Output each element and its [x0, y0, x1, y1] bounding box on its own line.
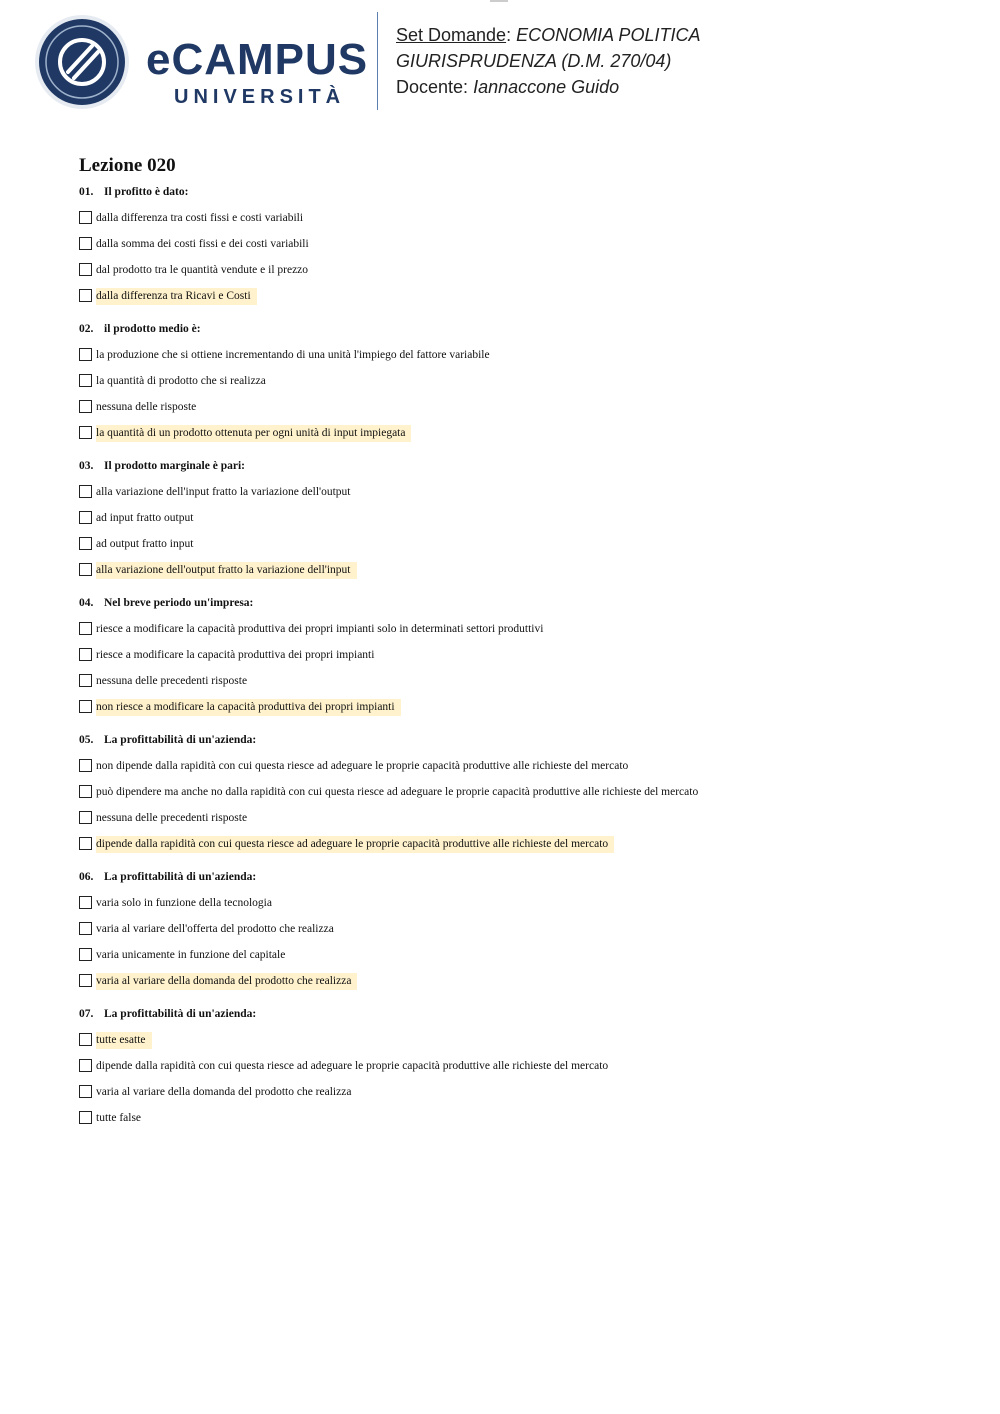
answer-text: nessuna delle precedenti risposte	[96, 812, 248, 824]
answer-text: dipende dalla rapidità con cui questa riesce ad adeguare le proprie capacità produttive alle richieste del mercato	[96, 836, 614, 853]
question-text: Il prodotto marginale è pari:	[104, 460, 245, 472]
brand-subtitle: UNIVERSITÀ	[174, 86, 346, 108]
checkbox[interactable]	[79, 374, 92, 387]
answer-text: la quantità di un prodotto ottenuta per ogni unità di input impiegata	[96, 425, 411, 442]
answer-text: la quantità di prodotto che si realizza	[96, 375, 266, 387]
answer-option-correct	[79, 562, 939, 579]
page-header	[0, 0, 1000, 120]
checkbox[interactable]	[79, 759, 92, 772]
question-text: La profittabilità di un'azienda:	[104, 871, 257, 883]
answer-option	[79, 921, 939, 938]
question-number: 03.	[79, 460, 94, 472]
answer-option	[79, 947, 939, 964]
answer-option	[79, 1084, 939, 1101]
teacher-name: Iannaccone Guido	[473, 77, 620, 97]
question-list	[79, 185, 939, 1144]
question-5	[79, 733, 939, 853]
question-text: La profittabilità di un'azienda:	[104, 734, 257, 746]
checkbox[interactable]	[79, 922, 92, 935]
answer-text: dalla differenza tra Ricavi e Costi	[96, 288, 257, 305]
answer-text: la produzione che si ottiene incrementando di una unità l'impiego del fattore variabile	[96, 349, 490, 361]
checkbox[interactable]	[79, 426, 92, 439]
answer-text: non dipende dalla rapidità con cui questa riesce ad adeguare le proprie capacità produttive alle richieste del mercato	[96, 760, 629, 772]
checkbox[interactable]	[79, 263, 92, 276]
answer-option	[79, 347, 939, 364]
checkbox[interactable]	[79, 563, 92, 576]
checkbox[interactable]	[79, 622, 92, 635]
answer-text: riesce a modificare la capacità produttiva dei propri impianti	[96, 649, 375, 661]
answer-option	[79, 810, 939, 827]
question-title	[79, 1007, 939, 1021]
set-line: Set Domande: ECONOMIA POLITICA	[396, 25, 701, 45]
question-number: 05.	[79, 734, 94, 746]
checkbox[interactable]	[79, 785, 92, 798]
answer-text: tutte esatte	[96, 1032, 152, 1049]
checkbox[interactable]	[79, 700, 92, 713]
question-number: 02.	[79, 323, 94, 335]
question-text: il prodotto medio è:	[104, 323, 201, 335]
question-title	[79, 733, 939, 747]
question-title	[79, 596, 939, 610]
checkbox[interactable]	[79, 896, 92, 909]
checkbox[interactable]	[79, 211, 92, 224]
answer-text: tutte false	[96, 1112, 142, 1124]
header-divider	[377, 12, 378, 110]
answer-option	[79, 621, 939, 638]
answer-text: nessuna delle risposte	[96, 401, 197, 413]
answer-text: varia al variare della domanda del prodotto che realizza	[96, 973, 357, 990]
answer-text: dipende dalla rapidità con cui questa riesce ad adeguare le proprie capacità produttive alle richieste del mercato	[96, 1060, 609, 1072]
set-title-2: GIURISPRUDENZA (D.M. 270/04)	[396, 51, 672, 71]
answer-text: dal prodotto tra le quantità vendute e il prezzo	[96, 264, 309, 276]
answer-option	[79, 673, 939, 690]
question-number: 07.	[79, 1008, 94, 1020]
checkbox[interactable]	[79, 400, 92, 413]
answer-text: può dipendere ma anche no dalla rapidità con cui questa riesce ad adeguare le proprie capacità produttive alle richieste del mercato	[96, 786, 699, 798]
question-number: 04.	[79, 597, 94, 609]
checkbox[interactable]	[79, 537, 92, 550]
set-label: Set Domande	[396, 25, 507, 45]
answer-option	[79, 262, 939, 279]
question-6	[79, 870, 939, 990]
answer-text: ad input fratto output	[96, 512, 194, 524]
answer-text: varia solo in funzione della tecnologia	[96, 897, 272, 909]
answer-text: dalla differenza tra costi fissi e costi variabili	[96, 212, 304, 224]
checkbox[interactable]	[79, 485, 92, 498]
answer-text: varia al variare dell'offerta del prodotto che realizza	[96, 923, 334, 935]
header-info	[396, 22, 700, 100]
checkbox[interactable]	[79, 674, 92, 687]
set-title-1: ECONOMIA POLITICA	[516, 25, 701, 45]
question-title	[79, 459, 939, 473]
answer-text: alla variazione dell'output fratto la variazione dell'input	[96, 562, 357, 579]
answer-option	[79, 1110, 939, 1127]
question-4	[79, 596, 939, 716]
question-title	[79, 322, 939, 336]
checkbox[interactable]	[79, 1059, 92, 1072]
checkbox[interactable]	[79, 974, 92, 987]
answer-text: riesce a modificare la capacità produttiva dei propri impianti solo in determinati settori produttivi	[96, 623, 544, 635]
answer-option-correct	[79, 973, 939, 990]
brand-name: eCAMPUS	[146, 35, 369, 84]
checkbox[interactable]	[79, 837, 92, 850]
answer-text: nessuna delle precedenti risposte	[96, 675, 248, 687]
question-text: Nel breve periodo un'impresa:	[104, 597, 254, 609]
answer-option	[79, 536, 939, 553]
answer-option-correct	[79, 699, 939, 716]
answer-option-correct	[79, 288, 939, 305]
question-number: 06.	[79, 871, 94, 883]
question-title	[79, 870, 939, 884]
answer-option	[79, 510, 939, 527]
answer-option-correct	[79, 836, 939, 853]
checkbox[interactable]	[79, 511, 92, 524]
checkbox[interactable]	[79, 1111, 92, 1124]
answer-option	[79, 399, 939, 416]
checkbox[interactable]	[79, 348, 92, 361]
question-text: Il profitto è dato:	[104, 186, 189, 198]
teacher-line	[396, 74, 700, 100]
answer-option	[79, 758, 939, 775]
answer-option	[79, 210, 939, 227]
checkbox[interactable]	[79, 1085, 92, 1098]
answer-option-correct	[79, 425, 939, 442]
answer-text: ad output fratto input	[96, 538, 194, 550]
answer-option	[79, 784, 939, 801]
checkbox[interactable]	[79, 811, 92, 824]
question-3	[79, 459, 939, 579]
checkbox[interactable]	[79, 1033, 92, 1046]
question-1	[79, 185, 939, 305]
answer-text: dalla somma dei costi fissi e dei costi variabili	[96, 238, 309, 250]
teacher-label: Docente:	[396, 77, 469, 97]
answer-option	[79, 895, 939, 912]
answer-text: alla variazione dell'input fratto la variazione dell'output	[96, 486, 351, 498]
checkbox[interactable]	[79, 648, 92, 661]
answer-option	[79, 236, 939, 253]
answer-option-correct	[79, 1032, 939, 1049]
answer-option	[79, 373, 939, 390]
brand-logo	[146, 35, 369, 109]
checkbox[interactable]	[79, 289, 92, 302]
answer-text: non riesce a modificare la capacità produttiva dei propri impianti	[96, 699, 401, 716]
checkbox[interactable]	[79, 948, 92, 961]
answer-text: varia unicamente in funzione del capitale	[96, 949, 286, 961]
answer-option	[79, 484, 939, 501]
answer-text: varia al variare della domanda del prodotto che realizza	[96, 1086, 352, 1098]
question-title	[79, 185, 939, 199]
answer-option	[79, 647, 939, 664]
checkbox[interactable]	[79, 237, 92, 250]
lesson-title: Lezione 020	[79, 155, 176, 176]
question-text: La profittabilità di un'azienda:	[104, 1008, 257, 1020]
question-number: 01.	[79, 186, 94, 198]
answer-option	[79, 1058, 939, 1075]
question-2	[79, 322, 939, 442]
question-7	[79, 1007, 939, 1127]
set-line-2	[396, 48, 700, 74]
university-seal-logo	[34, 14, 130, 110]
